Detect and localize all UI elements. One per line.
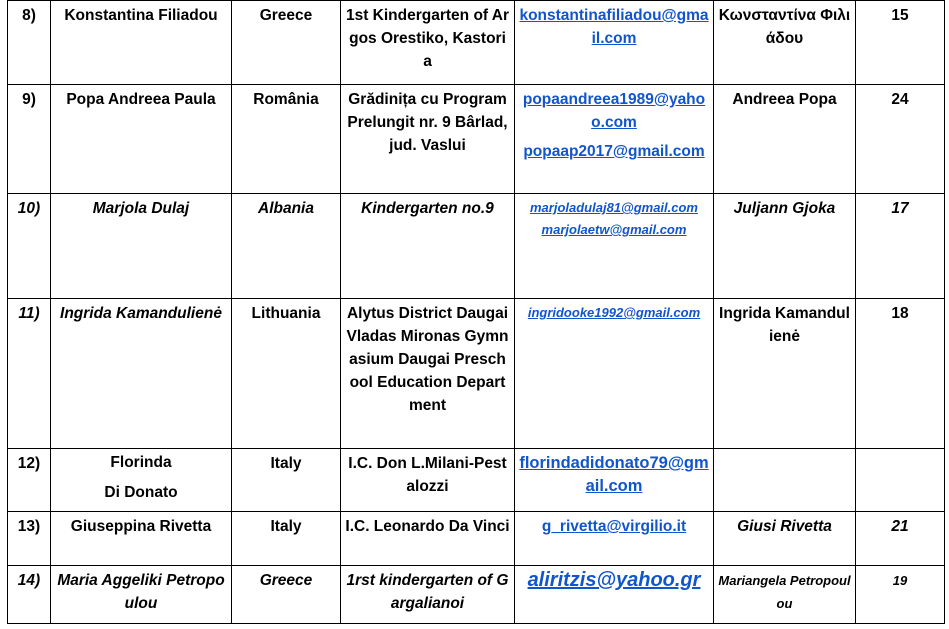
row-number: 10) xyxy=(8,194,51,299)
count: 24 xyxy=(856,85,945,194)
email-cell xyxy=(515,85,714,194)
email-link[interactable]: marjoladulaj81@gmail.com xyxy=(529,200,698,215)
email-cell xyxy=(515,449,714,512)
participant-first-name: Florinda xyxy=(110,454,172,471)
count: 15 xyxy=(856,1,945,85)
country: Greece xyxy=(232,566,341,624)
count: 17 xyxy=(856,194,945,299)
country: Lithuania xyxy=(232,299,341,449)
contact-name: Andreea Popa xyxy=(714,85,856,194)
email-cell xyxy=(515,512,714,566)
table-row xyxy=(8,85,945,194)
country: România xyxy=(232,85,341,194)
count xyxy=(856,449,945,512)
email-link[interactable]: ingridooke1992@gmail.com xyxy=(527,305,701,320)
row-number: 11) xyxy=(8,299,51,449)
row-number: 14) xyxy=(8,566,51,624)
email-cell xyxy=(515,194,714,299)
table-row xyxy=(8,512,945,566)
contact-name: Κωνσταντίνα Φιλιάδου xyxy=(714,1,856,85)
table-row xyxy=(8,1,945,85)
email-link[interactable]: florindadidonato79@gmail.com xyxy=(519,454,709,495)
table-row xyxy=(8,566,945,624)
participant-name: Maria Aggeliki Petropoulou xyxy=(51,566,232,624)
email-link[interactable]: popaap2017@gmail.com xyxy=(523,143,705,160)
participant-name xyxy=(51,449,232,512)
contact-name xyxy=(714,449,856,512)
contact-name: Ingrida Kamandulienė xyxy=(714,299,856,449)
email-link[interactable]: g_rivetta@virgilio.it xyxy=(541,518,687,535)
participant-name: Konstantina Filiadou xyxy=(51,1,232,85)
participant-name: Marjola Dulaj xyxy=(51,194,232,299)
participant-name: Giuseppina Rivetta xyxy=(51,512,232,566)
table-row xyxy=(8,194,945,299)
table-row xyxy=(8,449,945,512)
email-link[interactable]: marjolaetw@gmail.com xyxy=(541,222,687,237)
country: Italy xyxy=(232,449,341,512)
email-link[interactable]: konstantinafiliadou@gmail.com xyxy=(519,7,709,47)
count: 19 xyxy=(856,566,945,624)
count: 21 xyxy=(856,512,945,566)
participant-name: Ingrida Kamandulienė xyxy=(51,299,232,449)
contact-name: Giusi Rivetta xyxy=(714,512,856,566)
row-number: 8) xyxy=(8,1,51,85)
email-cell xyxy=(515,1,714,85)
contact-name: Juljann Gjoka xyxy=(714,194,856,299)
row-number: 9) xyxy=(8,85,51,194)
contact-name: Mariangela Petropoulou xyxy=(714,566,856,624)
school-name: Alytus District Daugai Vladas Mironas Gymnasium Daugai Preschool Education Department xyxy=(341,299,515,449)
country: Greece xyxy=(232,1,341,85)
participant-name: Popa Andreea Paula xyxy=(51,85,232,194)
email-link[interactable]: popaandreea1989@yahoo.com xyxy=(522,91,706,131)
count: 18 xyxy=(856,299,945,449)
school-name: I.C. Leonardo Da Vinci xyxy=(341,512,515,566)
row-number: 13) xyxy=(8,512,51,566)
table-row xyxy=(8,299,945,449)
participant-last-name: Di Donato xyxy=(104,484,178,501)
country: Italy xyxy=(232,512,341,566)
row-number: 12) xyxy=(8,449,51,512)
school-name: Grădinița cu Program Prelungit nr. 9 Bârlad, jud. Vaslui xyxy=(341,85,515,194)
school-name: Kindergarten no.9 xyxy=(341,194,515,299)
country: Albania xyxy=(232,194,341,299)
school-name: I.C. Don L.Milani-Pestalozzi xyxy=(341,449,515,512)
participants-table xyxy=(7,0,945,624)
email-cell xyxy=(515,299,714,449)
school-name: 1st Kindergarten of Argos Orestiko, Kastoria xyxy=(341,1,515,85)
email-link[interactable]: aliritzis@yahoo.gr xyxy=(527,569,701,591)
school-name: 1rst kindergarten of Gargalianoi xyxy=(341,566,515,624)
email-cell xyxy=(515,566,714,624)
